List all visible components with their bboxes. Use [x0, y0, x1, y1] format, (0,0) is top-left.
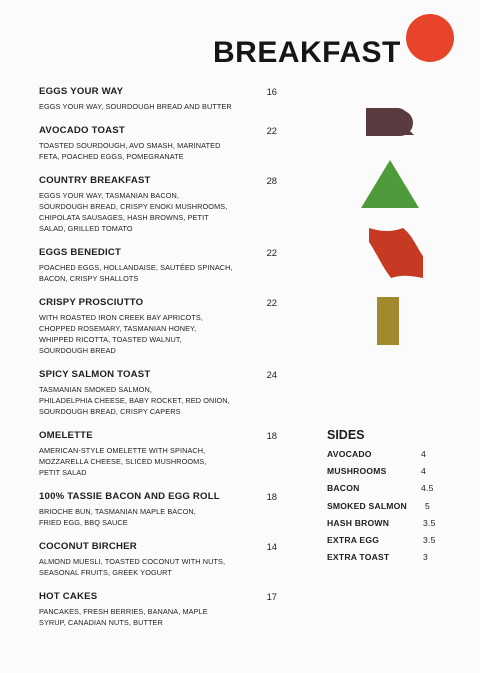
- menu-item-name: EGGS BENEDICT: [39, 247, 122, 258]
- menu-item-price: 16: [266, 86, 277, 97]
- menu-item-name: COUNTRY BREAKFAST: [39, 175, 151, 186]
- menu-item: [39, 124, 275, 162]
- menu-item: [39, 540, 275, 578]
- menu-item-description: [39, 312, 275, 356]
- side-item: [327, 483, 447, 500]
- menu-item-description-line: WHIPPED RICOTTA, TOASTED WALNUT,: [39, 335, 182, 344]
- sides-section: [327, 428, 447, 569]
- side-item-price: 3.5: [423, 517, 436, 528]
- letter-n-logo-shape: [369, 228, 423, 278]
- menu-item-description-line: SALAD, GRILLED TOMATO: [39, 224, 133, 233]
- side-item-name: EXTRA EGG: [327, 534, 380, 545]
- sides-list: [327, 449, 447, 569]
- side-item: [327, 501, 447, 518]
- menu-item: [39, 246, 275, 284]
- menu-item-description-line: BRIOCHE BUN, TASMANIAN MAPLE BACON,: [39, 507, 196, 516]
- side-item-price: 3: [423, 552, 428, 563]
- menu-item-description-line: TASMANIAN SMOKED SALMON,: [39, 385, 152, 394]
- letter-n-wave: [369, 228, 423, 278]
- menu-item: [39, 429, 275, 478]
- menu-item-name: 100% TASSIE BACON AND EGG ROLL: [39, 491, 220, 502]
- menu-item: [39, 368, 275, 417]
- menu-item-description: [39, 506, 275, 528]
- menu-item-price: 22: [266, 297, 277, 308]
- side-item: [327, 552, 447, 569]
- sides-title: SIDES: [327, 428, 365, 442]
- letter-a-triangle: [361, 160, 419, 208]
- side-item-name: HASH BROWN: [327, 517, 390, 528]
- menu-item-description-line: FRIED EGG, BBQ SAUCE: [39, 518, 128, 527]
- menu-item-description-line: BACON, CRISPY SHALLOTS: [39, 274, 139, 283]
- menu-item-description-line: CHIPOLATA SAUSAGES, HASH BROWNS, PETIT: [39, 213, 209, 222]
- side-item-price: 4: [421, 449, 426, 459]
- side-item: [327, 518, 447, 535]
- menu-item-description: [39, 190, 275, 234]
- side-item-price: 5: [425, 500, 430, 511]
- menu-item: [39, 490, 275, 528]
- menu-item-name: CRISPY PROSCIUTTO: [39, 297, 144, 308]
- menu-item-description-line: POACHED EGGS, HOLLANDAISE, SAUTÉED SPINACH,: [39, 263, 233, 272]
- letter-a-logo-shape: [361, 160, 419, 208]
- menu-item-description-line: PHILADELPHIA CHEESE, BABY ROCKET, RED ONION,: [39, 396, 230, 405]
- menu-item-description-line: MOZZARELLA CHEESE, SLICED MUSHROOMS,: [39, 457, 207, 466]
- menu-item: [39, 85, 275, 112]
- menu-item-description: [39, 262, 275, 284]
- menu-item-price: 14: [266, 541, 277, 552]
- menu-item-description: [39, 101, 275, 112]
- menu-item-price: 22: [266, 247, 277, 258]
- menu-item-price: 22: [266, 125, 277, 136]
- side-item: [327, 466, 447, 483]
- letter-i-bar: [377, 297, 399, 345]
- menu-item-description-line: EGGS YOUR WAY, SOURDOUGH BREAD AND BUTTER: [39, 102, 232, 111]
- menu-item-description-line: CHOPPED ROSEMARY, TASMANIAN HONEY,: [39, 324, 197, 333]
- sun-circle-decoration: [406, 14, 454, 62]
- menu-item-description-line: ALMOND MUESLI, TOASTED COCONUT WITH NUTS,: [39, 557, 226, 566]
- menu-item-description-line: FETA, POACHED EGGS, POMEGRANATE: [39, 152, 184, 161]
- menu-item-description-line: PANCAKES, FRESH BERRIES, BANANA, MAPLE: [39, 607, 208, 616]
- side-item-price: 4.5: [421, 483, 434, 494]
- side-item: [327, 535, 447, 552]
- side-item-name: MUSHROOMS: [327, 466, 387, 477]
- menu-item-name: EGGS YOUR WAY: [39, 86, 124, 97]
- side-item-name: AVOCADO: [327, 449, 372, 459]
- menu-item-description: [39, 606, 275, 628]
- letter-i-logo-shape: [377, 297, 399, 345]
- menu-item: [39, 174, 275, 234]
- menu-item-price: 18: [266, 430, 277, 441]
- menu-item-name: OMELETTE: [39, 430, 93, 441]
- menu-item-name: COCONUT BIRCHER: [39, 541, 137, 552]
- menu-item-description-line: WITH ROASTED IRON CREEK BAY APRICOTS,: [39, 313, 203, 322]
- menu-item-price: 24: [266, 369, 277, 380]
- letter-r-body: [366, 108, 414, 135]
- menu-item-price: 18: [266, 491, 277, 502]
- menu-item: [39, 590, 275, 628]
- menu-item-description-line: PETIT SALAD: [39, 468, 87, 477]
- menu-item-description-line: SEASONAL FRUITS, GREEK YOGURT: [39, 568, 172, 577]
- menu-item-description-line: SOURDOUGH BREAD, CRISPY CAPERS: [39, 407, 181, 416]
- menu-item-name: AVOCADO TOAST: [39, 125, 125, 136]
- menu-item-description-line: EGGS YOUR WAY, TASMANIAN BACON,: [39, 191, 180, 200]
- side-item-name: EXTRA TOAST: [327, 552, 390, 563]
- menu-item-description-line: TOASTED SOURDOUGH, AVO SMASH, MARINATED: [39, 141, 221, 150]
- menu-item-price: 28: [266, 175, 277, 186]
- menu-item-name: HOT CAKES: [39, 591, 98, 602]
- menu-item-price: 17: [266, 591, 277, 602]
- menu-item-description-line: SOURDOUGH BREAD, CRISPY ENOKI MUSHROOMS,: [39, 202, 228, 211]
- side-item-name: SMOKED SALMON: [327, 500, 407, 511]
- menu-item-description: [39, 384, 275, 417]
- side-item-price: 3.5: [423, 534, 436, 545]
- menu-item-description: [39, 445, 275, 478]
- side-item-name: BACON: [327, 483, 360, 494]
- menu-item-name: SPICY SALMON TOAST: [39, 369, 151, 380]
- menu-item-description: [39, 140, 275, 162]
- menu-item-description-line: SOURDOUGH BREAD: [39, 346, 116, 355]
- breakfast-menu-list: [39, 85, 275, 640]
- menu-item-description-line: SYRUP, CANADIAN NUTS, BUTTER: [39, 618, 163, 627]
- page-title: BREAKFAST: [213, 36, 401, 69]
- letter-r-full-shape: [366, 108, 416, 135]
- menu-item-description: [39, 556, 275, 578]
- menu-item: [39, 296, 275, 356]
- menu-item-description-line: AMERICAN-STYLE OMELETTE WITH SPINACH,: [39, 446, 206, 455]
- side-item-price: 4: [421, 466, 426, 477]
- side-item: [327, 449, 447, 466]
